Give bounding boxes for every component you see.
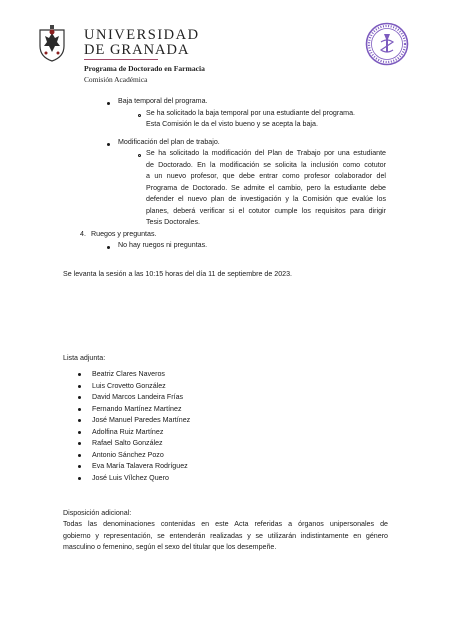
bullet-icon (78, 419, 81, 422)
header-rule (84, 59, 158, 60)
bullet-icon (78, 396, 81, 399)
program-title: Programa de Doctorado en Farmacia (84, 64, 205, 73)
additional-line: masculino o femenino, según el sexo del titular que los desempeñe. (63, 543, 277, 551)
closing-statement: Se levanta la sesión a las 10:15 horas del día 11 de septiembre de 2023. (63, 270, 292, 278)
list-item: José Manuel Paredes Martínez (78, 415, 278, 427)
additional-title: Disposición adicional: (63, 509, 132, 517)
modification-line: defender el nuevo plan de investigación y la Comisión que evalúe los (146, 195, 386, 203)
baja-detail-1: Se ha solicitado la baja temporal por una estudiante del programa. (146, 109, 356, 117)
ruegos-title: Ruegos y preguntas. (91, 230, 157, 238)
university-name-line1: UNIVERSIDAD (84, 27, 200, 43)
list-item: Fernando Martínez Martínez (78, 404, 278, 416)
section-number: 4. (80, 230, 86, 238)
sub-bullet-icon (138, 154, 141, 157)
modification-line: planes, deberá verificar si el cotutor cumple los requisitos para dirigir (146, 206, 386, 215)
list-item: Luis Crovetto González (78, 381, 278, 393)
baja-title: Baja temporal del programa. (118, 97, 208, 105)
bullet-icon (107, 143, 110, 146)
bullet-icon (107, 246, 110, 249)
sub-bullet-icon (138, 114, 141, 117)
bullet-icon (78, 385, 81, 388)
list-item: Beatriz Clares Naveros (78, 369, 278, 381)
bullet-icon (107, 102, 110, 105)
baja-detail-2: Esta Comisión le da el visto bueno y se acepta la baja. (146, 120, 318, 128)
commission-subtitle: Comisión Académica (84, 75, 148, 84)
attendance-title: Lista adjunta: (63, 354, 106, 362)
list-item: Eva María Talavera Rodríguez (78, 461, 278, 473)
modification-line: Programa de Doctorado. Se admite el cambio, pero la estudiante debe (146, 183, 386, 192)
university-name-line2: DE GRANADA (84, 42, 190, 58)
list-item: Rafael Salto González (78, 438, 278, 450)
bullet-icon (78, 408, 81, 411)
list-item: Antonio Sánchez Pozo (78, 450, 278, 462)
list-item: David Marcos Landeira Frías (78, 392, 278, 404)
faculty-seal-logo (365, 22, 409, 66)
modification-line: a un nuevo profesor, que debe entrar como profesor colaborador del (146, 172, 386, 180)
modification-line: Se ha solicitado la modificación del Plan de Trabajo por una estudiante (146, 149, 386, 157)
list-item: José Luis Vílchez Quero (78, 473, 278, 485)
additional-line: Todas las denominaciones contenidas en este Acta referidas a órganos unipersonales de (63, 520, 388, 528)
bullet-icon (78, 477, 81, 480)
bullet-icon (78, 373, 81, 376)
attendance-list (78, 369, 278, 484)
modification-detail (146, 148, 386, 229)
bullet-icon (78, 465, 81, 468)
university-crest-logo (37, 24, 67, 62)
modification-title: Modificación del plan de trabajo. (118, 138, 220, 146)
ruegos-detail: No hay ruegos ni preguntas. (118, 241, 208, 249)
additional-text (63, 519, 388, 554)
additional-line: gobierno y representación, se entenderán realizadas y se utilizarán indistintamente en género (63, 531, 388, 540)
list-item: Adolfina Ruiz Martínez (78, 427, 278, 439)
bullet-icon (78, 431, 81, 434)
modification-line: de Doctorado. En la modificación se solicita la inclusión como cotutor (146, 160, 386, 169)
modification-line: Tesis Doctorales. (146, 218, 201, 226)
bullet-icon (78, 442, 81, 445)
bullet-icon (78, 454, 81, 457)
